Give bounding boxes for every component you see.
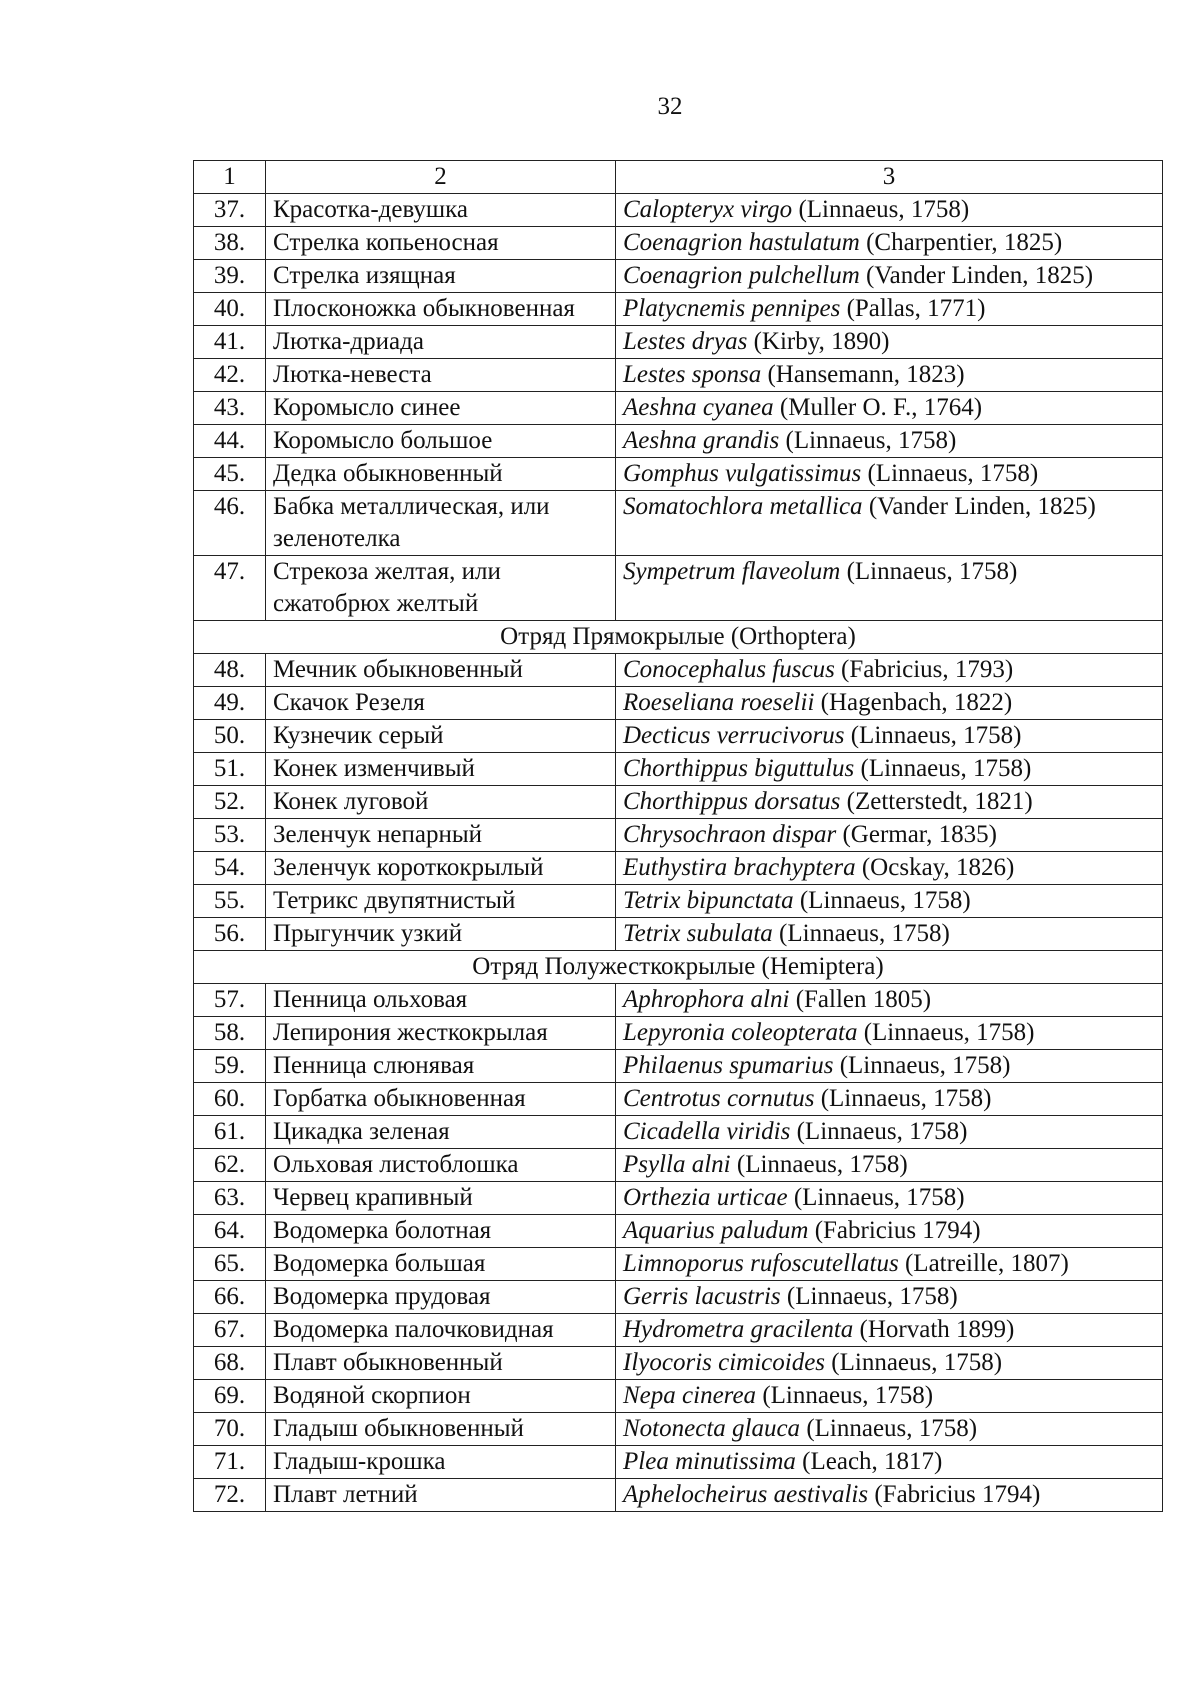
author-citation: (Linnaeus, 1758) — [762, 1382, 934, 1409]
table-row — [194, 491, 1163, 556]
latin-name: Gomphus vulgatissimus — [623, 460, 862, 487]
latin-name: Tetrix subulata — [623, 920, 773, 947]
scientific-name-cell — [616, 786, 1163, 819]
common-name: Тетрикс двупятнистый — [266, 885, 616, 918]
scientific-name-cell — [616, 293, 1163, 326]
latin-name: Aeshna cyanea — [623, 394, 774, 421]
common-name: Дедка обыкновенный — [266, 458, 616, 491]
author-citation: (Fabricius 1794) — [874, 1481, 1041, 1508]
common-name: Бабка металлическая, или зеленотелка — [266, 491, 616, 556]
row-number: 41. — [194, 326, 266, 359]
table-row — [194, 1413, 1163, 1446]
common-name: Зеленчук короткокрылый — [266, 852, 616, 885]
author-citation: (Kirby, 1890) — [753, 328, 890, 355]
latin-name: Aeshna grandis — [623, 427, 780, 454]
scientific-name-cell — [616, 260, 1163, 293]
table-row — [194, 260, 1163, 293]
row-number: 53. — [194, 819, 266, 852]
common-name: Скачок Резеля — [266, 687, 616, 720]
table-row — [194, 293, 1163, 326]
author-citation: (Linnaeus, 1758) — [850, 722, 1022, 749]
common-name: Конек изменчивый — [266, 753, 616, 786]
table-row — [194, 1017, 1163, 1050]
common-name: Плавт летний — [266, 1479, 616, 1512]
row-number: 56. — [194, 918, 266, 951]
author-citation: (Linnaeus, 1758) — [796, 1118, 968, 1145]
scientific-name-cell — [616, 392, 1163, 425]
scientific-name-cell — [616, 852, 1163, 885]
scientific-name-cell — [616, 359, 1163, 392]
common-name: Красотка-девушка — [266, 194, 616, 227]
species-table — [193, 160, 1163, 1512]
common-name: Коромысло большое — [266, 425, 616, 458]
common-name: Стрелка изящная — [266, 260, 616, 293]
row-number: 50. — [194, 720, 266, 753]
page-number: 32 — [657, 93, 683, 120]
scientific-name-cell — [616, 1380, 1163, 1413]
header-col-1: 1 — [194, 161, 266, 194]
row-number: 48. — [194, 654, 266, 687]
latin-name: Aphelocheirus aestivalis — [623, 1481, 869, 1508]
table-row — [194, 819, 1163, 852]
table-row — [194, 852, 1163, 885]
common-name: Стрелка копьеносная — [266, 227, 616, 260]
scientific-name-cell — [616, 1281, 1163, 1314]
common-name: Кузнечик серый — [266, 720, 616, 753]
author-citation: (Linnaeus, 1758) — [793, 1184, 965, 1211]
row-number: 61. — [194, 1116, 266, 1149]
scientific-name-cell — [616, 918, 1163, 951]
row-number: 69. — [194, 1380, 266, 1413]
common-name: Конек луговой — [266, 786, 616, 819]
author-citation: (Ocskay, 1826) — [861, 854, 1015, 881]
section-heading: Отряд Полужесткокрылые (Hemiptera) — [194, 951, 1163, 984]
row-number: 46. — [194, 491, 266, 556]
latin-name: Chorthippus biguttulus — [623, 755, 855, 782]
common-name: Пенница слюнявая — [266, 1050, 616, 1083]
table-row — [194, 425, 1163, 458]
row-number: 43. — [194, 392, 266, 425]
author-citation: (Linnaeus, 1758) — [867, 460, 1039, 487]
table-header-row — [194, 161, 1163, 194]
table-row — [194, 885, 1163, 918]
author-citation: (Vander Linden, 1825) — [866, 262, 1094, 289]
table-row — [194, 654, 1163, 687]
common-name: Зеленчук непарный — [266, 819, 616, 852]
table-row — [194, 556, 1163, 621]
common-name: Лютка-невеста — [266, 359, 616, 392]
latin-name: Chorthippus dorsatus — [623, 788, 841, 815]
scientific-name-cell — [616, 1182, 1163, 1215]
latin-name: Sympetrum flaveolum — [623, 558, 841, 585]
latin-name: Coenagrion pulchellum — [623, 262, 860, 289]
table-row — [194, 1446, 1163, 1479]
common-name: Водомерка болотная — [266, 1215, 616, 1248]
row-number: 45. — [194, 458, 266, 491]
author-citation: (Leach, 1817) — [802, 1448, 943, 1475]
row-number: 37. — [194, 194, 266, 227]
author-citation: (Hagenbach, 1822) — [820, 689, 1013, 716]
header-col-3: 3 — [616, 161, 1163, 194]
latin-name: Tetrix bipunctata — [623, 887, 794, 914]
row-number: 40. — [194, 293, 266, 326]
author-citation: (Linnaeus, 1758) — [831, 1349, 1003, 1376]
row-number: 44. — [194, 425, 266, 458]
latin-name: Nepa cinerea — [623, 1382, 757, 1409]
scientific-name-cell — [616, 1116, 1163, 1149]
row-number: 55. — [194, 885, 266, 918]
latin-name: Ilyocoris cimicoides — [623, 1349, 826, 1376]
common-name: Ольховая листоблошка — [266, 1149, 616, 1182]
author-citation: (Charpentier, 1825) — [866, 229, 1063, 256]
row-number: 54. — [194, 852, 266, 885]
common-name: Лютка-дриада — [266, 326, 616, 359]
table-row — [194, 720, 1163, 753]
common-name: Водомерка большая — [266, 1248, 616, 1281]
scientific-name-cell — [616, 654, 1163, 687]
table-row — [194, 984, 1163, 1017]
latin-name: Plea minutissima — [623, 1448, 796, 1475]
common-name: Плосконожка обыкновенная — [266, 293, 616, 326]
latin-name: Philaenus spumarius — [623, 1052, 834, 1079]
row-number: 51. — [194, 753, 266, 786]
row-number: 49. — [194, 687, 266, 720]
scientific-name-cell — [616, 1083, 1163, 1116]
scientific-name-cell — [616, 194, 1163, 227]
scientific-name-cell — [616, 1446, 1163, 1479]
scientific-name-cell — [616, 1149, 1163, 1182]
row-number: 70. — [194, 1413, 266, 1446]
scientific-name-cell — [616, 1413, 1163, 1446]
author-citation: (Vander Linden, 1825) — [868, 493, 1096, 520]
latin-name: Cicadella viridis — [623, 1118, 791, 1145]
latin-name: Orthezia urticae — [623, 1184, 788, 1211]
common-name: Мечник обыкновенный — [266, 654, 616, 687]
common-name: Водяной скорпион — [266, 1380, 616, 1413]
latin-name: Lepyronia coleopterata — [623, 1019, 858, 1046]
scientific-name-cell — [616, 885, 1163, 918]
author-citation: (Fabricius 1794) — [814, 1217, 981, 1244]
latin-name: Gerris lacustris — [623, 1283, 781, 1310]
common-name: Гладыш обыкновенный — [266, 1413, 616, 1446]
latin-name: Decticus verrucivorus — [623, 722, 845, 749]
latin-name: Chrysochraon dispar — [623, 821, 837, 848]
table-row — [194, 1083, 1163, 1116]
latin-name: Somatochlora metallica — [623, 493, 863, 520]
row-number: 67. — [194, 1314, 266, 1347]
table-row — [194, 1347, 1163, 1380]
author-citation: (Hansemann, 1823) — [767, 361, 965, 388]
latin-name: Aquarius paludum — [623, 1217, 809, 1244]
scientific-name-cell — [616, 326, 1163, 359]
scientific-name-cell — [616, 1017, 1163, 1050]
section-heading-row — [194, 621, 1163, 654]
table-row — [194, 753, 1163, 786]
author-citation: (Horvath 1899) — [859, 1316, 1015, 1343]
table-row — [194, 392, 1163, 425]
row-number: 57. — [194, 984, 266, 1017]
scientific-name-cell — [616, 687, 1163, 720]
author-citation: (Muller O. F., 1764) — [779, 394, 983, 421]
scientific-name-cell — [616, 556, 1163, 621]
common-name: Коромысло синее — [266, 392, 616, 425]
row-number: 65. — [194, 1248, 266, 1281]
table-row — [194, 687, 1163, 720]
author-citation: (Linnaeus, 1758) — [785, 427, 957, 454]
author-citation: (Fabricius, 1793) — [841, 656, 1014, 683]
common-name: Цикадка зеленая — [266, 1116, 616, 1149]
common-name: Водомерка прудовая — [266, 1281, 616, 1314]
latin-name: Hydrometra gracilenta — [623, 1316, 854, 1343]
scientific-name-cell — [616, 1479, 1163, 1512]
author-citation: (Linnaeus, 1758) — [863, 1019, 1035, 1046]
scientific-name-cell — [616, 425, 1163, 458]
table-row — [194, 458, 1163, 491]
common-name: Плавт обыкновенный — [266, 1347, 616, 1380]
table-row — [194, 1314, 1163, 1347]
author-citation: (Germar, 1835) — [842, 821, 997, 848]
table-row — [194, 1050, 1163, 1083]
table-row — [194, 359, 1163, 392]
common-name: Водомерка палочковидная — [266, 1314, 616, 1347]
row-number: 60. — [194, 1083, 266, 1116]
latin-name: Euthystira brachyptera — [623, 854, 856, 881]
table-row — [194, 1149, 1163, 1182]
latin-name: Calopteryx virgo — [623, 196, 793, 223]
scientific-name-cell — [616, 227, 1163, 260]
scientific-name-cell — [616, 458, 1163, 491]
scientific-name-cell — [616, 1215, 1163, 1248]
row-number: 64. — [194, 1215, 266, 1248]
author-citation: (Linnaeus, 1758) — [806, 1415, 978, 1442]
section-heading: Отряд Прямокрылые (Orthoptera) — [194, 621, 1163, 654]
latin-name: Conocephalus fuscus — [623, 656, 835, 683]
row-number: 66. — [194, 1281, 266, 1314]
table-row — [194, 1215, 1163, 1248]
latin-name: Lestes sponsa — [623, 361, 762, 388]
row-number: 38. — [194, 227, 266, 260]
common-name: Пенница ольховая — [266, 984, 616, 1017]
table-row — [194, 1479, 1163, 1512]
author-citation: (Fallen 1805) — [795, 986, 932, 1013]
table-row — [194, 1182, 1163, 1215]
row-number: 62. — [194, 1149, 266, 1182]
table-row — [194, 918, 1163, 951]
common-name: Лепирония жесткокрылая — [266, 1017, 616, 1050]
latin-name: Limnoporus rufoscutellatus — [623, 1250, 899, 1277]
scientific-name-cell — [616, 753, 1163, 786]
scientific-name-cell — [616, 491, 1163, 556]
latin-name: Notonecta glauca — [623, 1415, 801, 1442]
scientific-name-cell — [616, 819, 1163, 852]
scientific-name-cell — [616, 720, 1163, 753]
author-citation: (Linnaeus, 1758) — [786, 1283, 958, 1310]
latin-name: Psylla alni — [623, 1151, 731, 1178]
author-citation: (Latreille, 1807) — [904, 1250, 1069, 1277]
author-citation: (Linnaeus, 1758) — [820, 1085, 992, 1112]
author-citation: (Pallas, 1771) — [846, 295, 986, 322]
latin-name: Lestes dryas — [623, 328, 748, 355]
row-number: 63. — [194, 1182, 266, 1215]
author-citation: (Linnaeus, 1758) — [799, 887, 971, 914]
common-name: Горбатка обыкновенная — [266, 1083, 616, 1116]
row-number: 72. — [194, 1479, 266, 1512]
author-citation: (Linnaeus, 1758) — [798, 196, 970, 223]
common-name: Червец крапивный — [266, 1182, 616, 1215]
table-row — [194, 1281, 1163, 1314]
author-citation: (Zetterstedt, 1821) — [846, 788, 1033, 815]
table-row — [194, 786, 1163, 819]
author-citation: (Linnaeus, 1758) — [860, 755, 1032, 782]
row-number: 52. — [194, 786, 266, 819]
scientific-name-cell — [616, 1314, 1163, 1347]
common-name: Прыгунчик узкий — [266, 918, 616, 951]
author-citation: (Linnaeus, 1758) — [839, 1052, 1011, 1079]
row-number: 47. — [194, 556, 266, 621]
latin-name: Roeseliana roeselii — [623, 689, 815, 716]
row-number: 59. — [194, 1050, 266, 1083]
row-number: 58. — [194, 1017, 266, 1050]
latin-name: Platycnemis pennipes — [623, 295, 841, 322]
latin-name: Centrotus cornutus — [623, 1085, 815, 1112]
table-row — [194, 326, 1163, 359]
table-row — [194, 194, 1163, 227]
author-citation: (Linnaeus, 1758) — [736, 1151, 908, 1178]
scientific-name-cell — [616, 1347, 1163, 1380]
common-name: Гладыш-крошка — [266, 1446, 616, 1479]
author-citation: (Linnaeus, 1758) — [846, 558, 1018, 585]
table-row — [194, 1380, 1163, 1413]
row-number: 68. — [194, 1347, 266, 1380]
row-number: 42. — [194, 359, 266, 392]
table-row — [194, 1116, 1163, 1149]
scientific-name-cell — [616, 984, 1163, 1017]
table-row — [194, 1248, 1163, 1281]
row-number: 39. — [194, 260, 266, 293]
header-col-2: 2 — [266, 161, 616, 194]
common-name: Стрекоза желтая, или сжатобрюх желтый — [266, 556, 616, 621]
section-heading-row — [194, 951, 1163, 984]
scientific-name-cell — [616, 1050, 1163, 1083]
latin-name: Aphrophora alni — [623, 986, 790, 1013]
row-number: 71. — [194, 1446, 266, 1479]
author-citation: (Linnaeus, 1758) — [779, 920, 950, 947]
table-row — [194, 227, 1163, 260]
latin-name: Coenagrion hastulatum — [623, 229, 860, 256]
scientific-name-cell — [616, 1248, 1163, 1281]
